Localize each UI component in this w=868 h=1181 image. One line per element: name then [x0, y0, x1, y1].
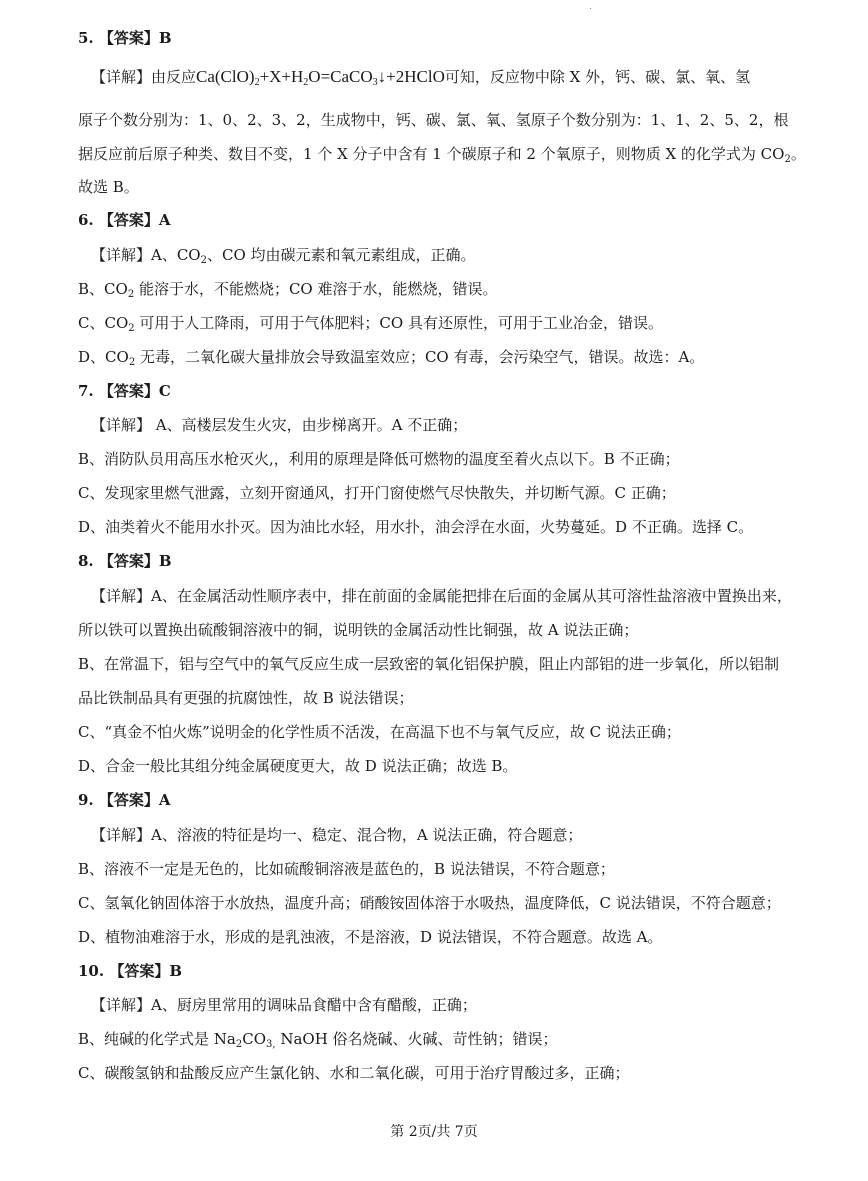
text-line: 【详解】A、在金属活动性顺序表中，排在前面的金属能把排在后面的金属从其可溶性盐溶液中置换出来， [91, 587, 792, 605]
q9-answer: 9. 【答案】A [78, 791, 171, 809]
text-line: C、$CO_2$ 可用于人工降雨，可用于气体肥料；CO 具有还原性，可用于工业冶金，错误。 [78, 314, 663, 334]
text-line: C、氢氧化钠固体溶于水放热，温度升高；硝酸铵固体溶于水吸热，温度降低，C 说法错误，不符合题意； [78, 894, 781, 912]
q6-answer: 6. 【答案】A [78, 211, 171, 229]
text-line: 【详解】A、$CO_2$、CO 均由碳元素和氧元素组成，正确。 [91, 246, 476, 266]
text-line: B、溶液不一定是无色的，比如硫酸铜溶液是蓝色的，B 说法错误，不符合题意； [78, 860, 615, 878]
detail-label: 【详解】由反应 [91, 68, 197, 86]
detail-text: 可知，反应物中除 X 外，钙、碳、氯、氧、氢 [444, 68, 751, 86]
scan-dot [590, 8, 591, 9]
text-line: 原子个数分别为：1、0、2、3、2，生成物中，钙、碳、氯、氧、氢原子个数分别为：1、1、2、5、2，根 [78, 111, 789, 129]
text-line: D、合金一般比其组分纯金属硬度更大，故 D 说法正确；故选 B。 [78, 757, 518, 775]
text-line: C、发现家里燃气泄露，立刻开窗通风，打开门窗使燃气尽快散失，并切断气源。C 正确； [78, 484, 676, 502]
chem-equation: $Ca(ClO)_2+X+H_2O=CaCO_3↓+2HClO$ [196, 67, 445, 88]
text-line: B、消防队员用高压水枪灭火,，利用的原理是降低可燃物的温度至着火点以下。B 不正确； [78, 450, 680, 468]
text-line: 所以铁可以置换出硫酸铜溶液中的铜，说明铁的金属活动性比铜强，故 A 说法正确； [78, 621, 639, 639]
q5-answer: 5. 【答案】B [78, 29, 172, 47]
text-line: D、植物油难溶于水，形成的是乳浊液，不是溶液，D 说法错误，不符合题意。故选 A。 [78, 928, 663, 946]
text-line: B、纯碱的化学式是 $Na_2CO_{3,}$ NaOH 俗名烧碱、火碱、苛性钠；错误； [78, 1030, 558, 1050]
text-line: 据反应前后原子种类、数目不变，1 个 X 分子中含有 1 个碳原子和 2 个氧原子，则物质 X 的化学式为 $CO_2$。 [78, 145, 806, 165]
text-line: 【详解】 A、高楼层发生火灾，由步梯离开。A 不正确； [91, 416, 468, 434]
text-line: D、$CO_2$ 无毒，二氧化碳大量排放会导致温室效应；CO 有毒，会污染空气，错误。故选：A。 [78, 348, 705, 368]
text-line: D、油类着火不能用水扑灭。因为油比水轻，用水扑，油会浮在水面，火势蔓延。D 不正确。选择 C。 [78, 518, 754, 536]
text-line: B、$CO_2$ 能溶于水，不能燃烧；CO 难溶于水，能燃烧，错误。 [78, 280, 498, 300]
q5-detail [91, 67, 868, 87]
text-line: 品比铁制品具有更强的抗腐蚀性，故 B 说法错误； [78, 689, 414, 707]
text-line: C、碳酸氢钠和盐酸反应产生氯化钠、水和二氧化碳，可用于治疗胃酸过多，正确； [78, 1064, 630, 1082]
text-line: B、在常温下，铝与空气中的氧气反应生成一层致密的氧化铝保护膜，阻止内部铝的进一步氧化，所以铝制 [78, 655, 780, 673]
q7-answer: 7. 【答案】C [78, 382, 171, 400]
text-line: 【详解】A、厨房里常用的调味品食醋中含有醋酸，正确； [91, 996, 477, 1014]
page-footer: 第 2页/共 7页 [390, 1124, 478, 1140]
text-line: 故选 B。 [78, 178, 139, 196]
q10-answer: 10. 【答案】B [78, 962, 182, 980]
text-line: 【详解】A、溶液的特征是均一、稳定、混合物，A 说法正确，符合题意； [91, 826, 583, 844]
text-line: C、“真金不怕火炼”说明金的化学性质不活泼，在高温下也不与氧气反应，故 C 说法正确； [78, 723, 681, 741]
q8-answer: 8. 【答案】B [78, 552, 172, 570]
